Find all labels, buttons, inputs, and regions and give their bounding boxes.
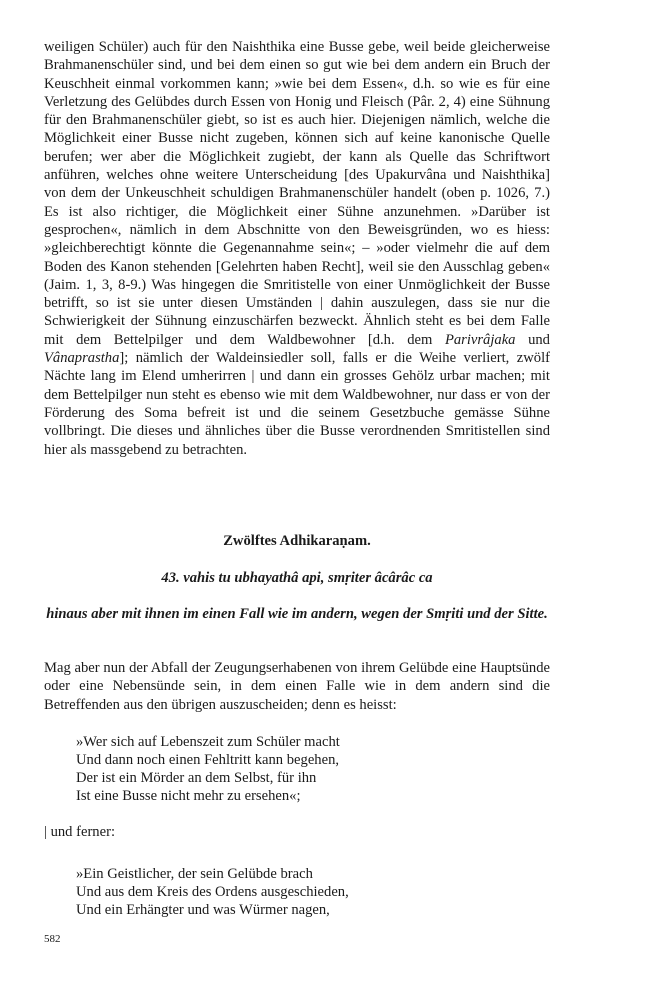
verse-line: Ist eine Busse nicht mehr zu ersehen«;	[76, 788, 301, 804]
text-segment: ]; nämlich der Waldeinsiedler soll, falls er die Weihe verliert, zwölf Nächte lang im Elend umherirren | und dann ein grosses Gehölz urbar machen; mit dem Bettelpilger nun steht es ebenso wie mit dem Waldbewohner, nur dass er von der Förderung des Soma befreit ist und die seinem Gesetzbuche gemässe Sühne vollbringt. Die dieses und ähnliches über die Busse verordnenden Smritistellen sind hier als massgebend zu betrachten.	[44, 350, 550, 458]
verse-block	[76, 865, 349, 919]
text-segment: weiligen Schüler) auch für den Naishthika eine Busse gebe, weil beide gleicherweise Brahmanenschüler sind, und bei dem einen so gut wie bei dem andern ein Bruch der Keuschheit einmal vorkommen kann; »wie bei dem Essen«, d.h. so wie es für eine Verletzung des Gelübdes durch Essen von Honig und Fleisch (Pâr. 2, 4) eine Sühnung für den Brahmanenschüler giebt, so ist es auch hier. Diejenigen nämlich, welche die Möglichkeit einer Busse nicht zugeben, können sich auf keine kanonische Quelle berufen; wer aber die Möglichkeit zugiebt, der kann als Quelle das Schriftwort anführen, welches ohne weitere Unterscheidung [des Upakurvâna und Naishthika] von dem der Unkeuschheit schuldigen Brahmanenschüler handelt (oben p. 1026, 7.) Es ist also richtiger, die Möglichkeit einer Sühne anzunehmen. »Darüber ist gesprochen«, nämlich in dem Abschnitte von den Beweisgründen, wo es hiess: »gleichberechtigt könnte die Gegenannahme sein«; – »oder vielmehr die auf dem Boden des Kanon stehenden [Gelehrten haben Recht], weil sie den Ausschlag geben« (Jaim. 1, 3, 8-9.) Was hingegen die Smritistelle von einer Unmöglichkeit der Busse betrifft, so ist sie unter diesen Umständen | dahin auszulegen, dass sie nur die Schwierigkeit der Sühnung einzuschärfen bezweckt. Ähnlich steht es bei dem Falle mit dem Bettelpilger und dem Waldbewohner [d.h. dem	[44, 39, 550, 348]
italic-term: Parivrâjaka	[444, 331, 516, 348]
italic-term: Vânaprastha	[44, 350, 120, 367]
body-paragraph	[44, 38, 550, 459]
section-heading: Zwölftes Adhikaraṇam.	[223, 533, 371, 549]
verse-block	[76, 733, 340, 805]
sutra-heading: 43. vahis tu ubhayathâ api, smṛiter âcârâc ca	[161, 570, 433, 586]
transition-line: | und ferner:	[44, 824, 115, 840]
body-paragraph: Mag aber nun der Abfall der Zeugungserhabenen von ihrem Gelübde eine Hauptsünde oder eine Nebensünde sein, in dem einen Falle wie in dem andern sind die Betreffenden aus den übrigen auszuscheiden; denn es heisst:	[44, 660, 550, 713]
verse-line: »Wer sich auf Lebenszeit zum Schüler macht	[76, 734, 340, 750]
verse-line: Und dann noch einen Fehltritt kann begehen,	[76, 752, 340, 768]
verse-line: Der ist ein Mörder an dem Selbst, für ihn	[76, 770, 317, 786]
verse-line: Und ein Erhängter und was Würmer nagen,	[76, 902, 330, 918]
text-segment: und	[515, 331, 550, 348]
translation-heading: hinaus aber mit ihnen im einen Fall wie im andern, wegen der Smṛiti und der Sitte.	[46, 606, 548, 622]
verse-line: »Ein Geistlicher, der sein Gelübde brach	[76, 866, 313, 882]
page-number: 582	[44, 933, 61, 945]
verse-line: Und aus dem Kreis des Ordens ausgeschieden,	[76, 884, 349, 900]
